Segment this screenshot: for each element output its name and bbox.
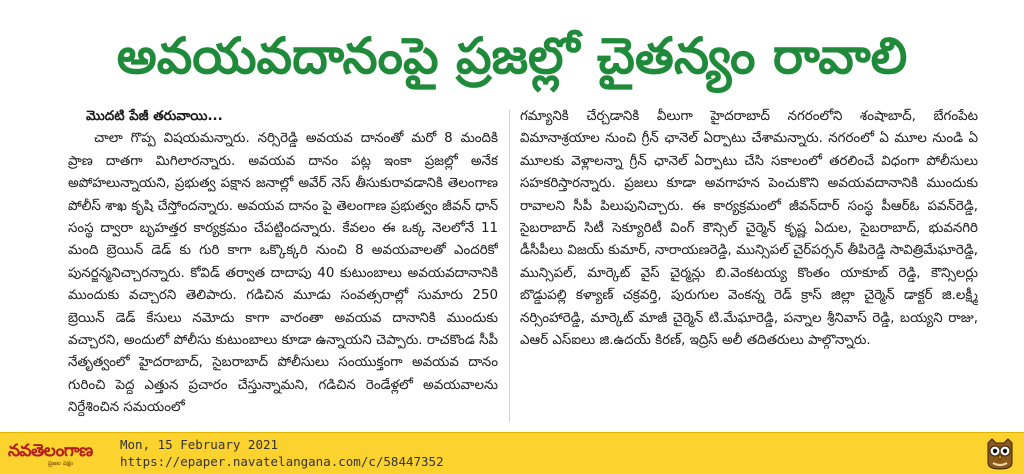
article-column-left — [68, 106, 498, 428]
logo-wordmark: నవతెలంగాణ — [8, 440, 93, 461]
clip-url[interactable]: https://epaper.navatelangana.com/c/58447352 — [120, 454, 444, 469]
article-headline: అవయవదానంపై ప్రజల్లో చైతన్యం రావాలి — [116, 27, 908, 85]
navatelangana-logo[interactable] — [8, 439, 112, 469]
right-column-text: గమ్యానికి చేర్చడానికి వీలుగా హైదరాబాద్ నగరంలోని శంషాబాద్, బేగంపేట విమానాశ్రయాల నుంచి గ్రీన్ ఛానెల్ ఏర్పాటు చేశామన్నారు. నగరంలో ఏ మూల నుండి ఏ మూలకు వెళ్లాలన్నా గ్రీన్ ఛానెల్ ఏర్పాటు చేసి సకాలంలో తరలించే విధంగా పోలీసులు సహకరిస్తారన్నారు. ప్రజలు కూడా అవగాహన పెంచుకొని అవయవదానానికి ముందుకు రావాలని సీపీ పిలుపునిచ్చారు. ఈ కార్యక్రమంలో జీవన్‌దార్ సంస్థ పీఆర్ఓ పవన్‌రెడ్డి, సైబరాబాద్ సిటీ సెక్యూరిటీ వింగ్ కౌన్సిల్ చైర్మెన్ కృష్ణ ఏదుల, సైబరాబాద్, భువనగిరి డీసీపీలు విజయ్ కుమార్, నారాయణరెడ్డి, మున్సిపల్ చైర్‌పర్సన్ తీపిరెడ్డి సావిత్రిమేఘారెడ్డి, మున్సిపల్, మార్కెట్ వైస్ చైర్మన్లు బి.వెంకటయ్య కొంతం యాకూబ్ రెడ్డి, కౌన్సిలర్లు బొడ్డుపల్లి కళ్యాణ్ చక్రవర్తి, పురుగుల వెంకన్న రెడ్ క్రాస్ జిల్లా చైర్మెన్ డాక్టర్ జి.లక్ష్మీ నర్సింహారెడ్డి, మార్కెట్ మాజీ చైర్మెన్ టి.మేఘారెడ్డి, పన్నాల శ్రీనివాస్ రెడ్డి, బయ్యని రాజు, ఎఆర్ ఎస్ఐలు జి.ఉదయ్ కిరణ్, ఇద్రిస్ అలీ తదితరులు పాల్గొన్నారు. — [520, 109, 978, 349]
continuation-kicker: మొదటి పేజీ తరువాయి... — [86, 109, 223, 124]
left-column-text: చాలా గొప్ప విషయమన్నారు. నర్సిరెడ్డి అవయవ దానంతో మరో 8 మందికి ప్రాణ దాతగా మిగిలారన్నారు. అవయవ దానం పట్ల ఇంకా ప్రజల్లో అనేక అపోహలున్నాయని, ప్రభుత్వ పక్షాన జనాల్లో అవేర్ నెస్ తీసుకురావడానికి తెలంగాణ పోలీస్ శాఖ కృషి చేస్తోందన్నారు. అవయవ దానం పై తెలంగాణ ప్రభుత్వం జీవన్ ధాన్ సంస్థ ద్వారా బృహత్తర కార్యక్రమం చేపట్టిందన్నారు. కేవలం ఈ ఒక్క నెలలోనే 11 మంది బ్రెయిన్ డెడ్ కు గురి కాగా ఒక్కొక్కరి నుంచి 8 అవయవాలతో ఎందరికో పునర్జన్మనిచ్చారన్నారు. కోవిడ్ తర్వాత దాదాపు 40 కుటుంబాలు అవయవదానానికి ముందుకు వచ్చారని తెలిపారు. గడిచిన మూడు సంవత్సరాల్లో సుమారు 250 బ్రెయిన్ డెడ్ కేసులు నమోదు కాగా వారంతా అవయవ దానానికి ముందుకు వచ్చారని, అందులో పోలీసు కుటుంబాలు కూడా ఉన్నాయని చెప్పారు. రాచకొండ సీపీ నేతృత్వంలో హైదరాబాద్, సైబరాబాద్ పోలీసులు సంయుక్తంగా అవయవ దానం గురించి పెద్ద ఎత్తున ప్రచారం చేస్తున్నామని, గడిచిన రెండేళ్లలో అవయవాలను నిర్దేశించిన సమయంలో — [68, 131, 498, 416]
column-divider — [509, 110, 510, 422]
article-column-right — [520, 106, 978, 428]
owl-icon — [984, 437, 1016, 471]
clip-meta — [120, 436, 540, 470]
epaper-footer-bar — [0, 432, 1024, 474]
clip-date: Mon, 15 February 2021 — [120, 437, 279, 452]
logo-tagline: ప్రజల పక్షం — [48, 459, 74, 467]
